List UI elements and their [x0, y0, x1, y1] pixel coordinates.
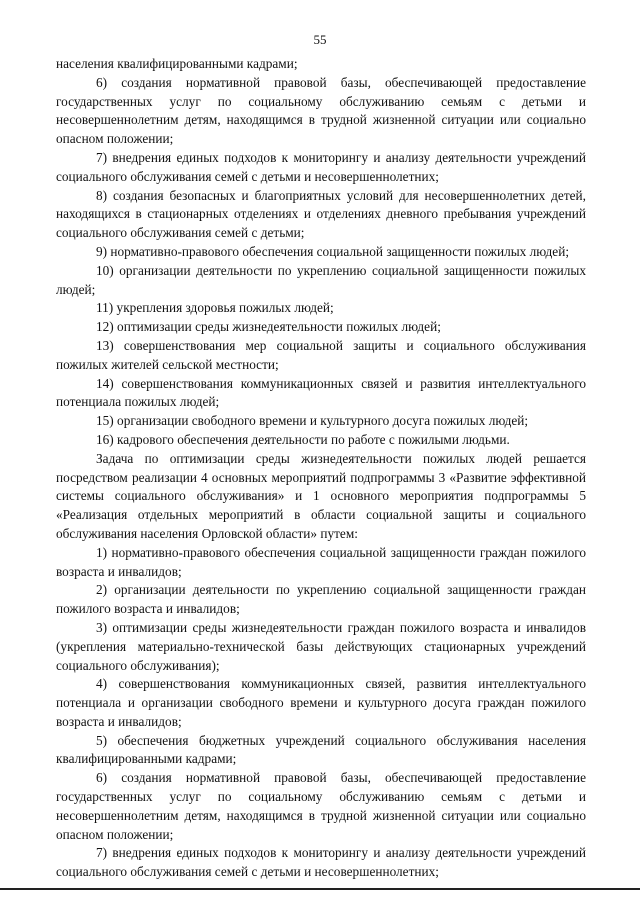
paragraph-method-6: 6) создания нормативной правовой базы, обеспечивающей предоставление государственных услуг по социальному обслуживанию семьям с детьми и несовершеннолетним детям, находящимся в трудной жизненной ситуации или социально опасном положении; [56, 770, 586, 842]
paragraph-item-15: 15) организации свободного времени и культурного досуга пожилых людей; [96, 413, 529, 429]
page-number: 55 [313, 32, 327, 47]
paragraph-item-8: 8) создания безопасных и благоприятных условий для несовершеннолетних детей, находящихся в стационарных отделениях и отделениях дневного пребывания учреждений социального обслуживания семей с детьми; [56, 187, 586, 241]
footer-rule [0, 888, 640, 890]
paragraph-method-3: 3) оптимизации среды жизнедеятельности граждан пожилого возраста и инвалидов (укрепления материально-технической базы действующих стационарных учреждений социального обслуживания); [56, 619, 586, 673]
paragraph-method-2: 2) организации деятельности по укреплению социальной защищенности граждан пожилого возраста и инвалидов; [56, 582, 586, 617]
paragraph-item-7: 7) внедрения единых подходов к мониторингу и анализу деятельности учреждений социального обслуживания семей с детьми и несовершеннолетних; [56, 149, 586, 184]
paragraph-item-12: 12) оптимизации среды жизнедеятельности пожилых людей; [96, 319, 441, 335]
paragraph-method-4: 4) совершенствования коммуникационных связей, развития интеллектуального потенциала и организации свободного времени и культурного досуга граждан пожилого возраста и инвалидов; [56, 676, 586, 729]
paragraph-item-14: 14) совершенствования коммуникационных связей и развития интеллектуального потенциала пожилых людей; [56, 375, 586, 410]
paragraph-item-9: 9) нормативно-правового обеспечения социальной защищенности пожилых людей; [96, 243, 570, 259]
document-body [56, 55, 586, 882]
paragraph-continuation: населения квалифицированными кадрами; [56, 56, 298, 71]
paragraph-item-6: 6) создания нормативной правовой базы, обеспечивающей предоставление государственных услуг по социальному обслуживанию семьям с детьми и несовершеннолетним детям, находящимся в трудной жизненной ситуации или социально опасном положении; [56, 74, 586, 147]
paragraph-item-10: 10) организации деятельности по укреплению социальной защищенности пожилых людей; [56, 262, 586, 297]
paragraph-method-7: 7) внедрения единых подходов к мониторингу и анализу деятельности учреждений социального обслуживания семей с детьми и несовершеннолетних; [56, 845, 586, 880]
paragraph-item-13: 13) совершенствования мер социальной защиты и социального обслуживания пожилых жителей сельской местности; [56, 337, 586, 372]
paragraph-item-16: 16) кадрового обеспечения деятельности по работе с пожилыми людьми. [96, 431, 510, 447]
paragraph-method-1: 1) нормативно-правового обеспечения социальной защищенности граждан пожилого возраста и инвалидов; [56, 544, 586, 579]
paragraph-task-intro: Задача по оптимизации среды жизнедеятельности пожилых людей решается посредством реализации 4 основных мероприятий подпрограммы 3 «Развитие эффективной системы социального обслуживания» и 1 основного мероприятия подпрограммы 5 «Реализация отдельных мероприятий в области социальной защиты и социального обслуживания населения Орловской области» путем: [56, 450, 586, 541]
paragraph-method-5: 5) обеспечения бюджетных учреждений социального обслуживания населения квалифицированными кадрами; [56, 732, 586, 767]
paragraph-item-11: 11) укрепления здоровья пожилых людей; [96, 300, 334, 316]
